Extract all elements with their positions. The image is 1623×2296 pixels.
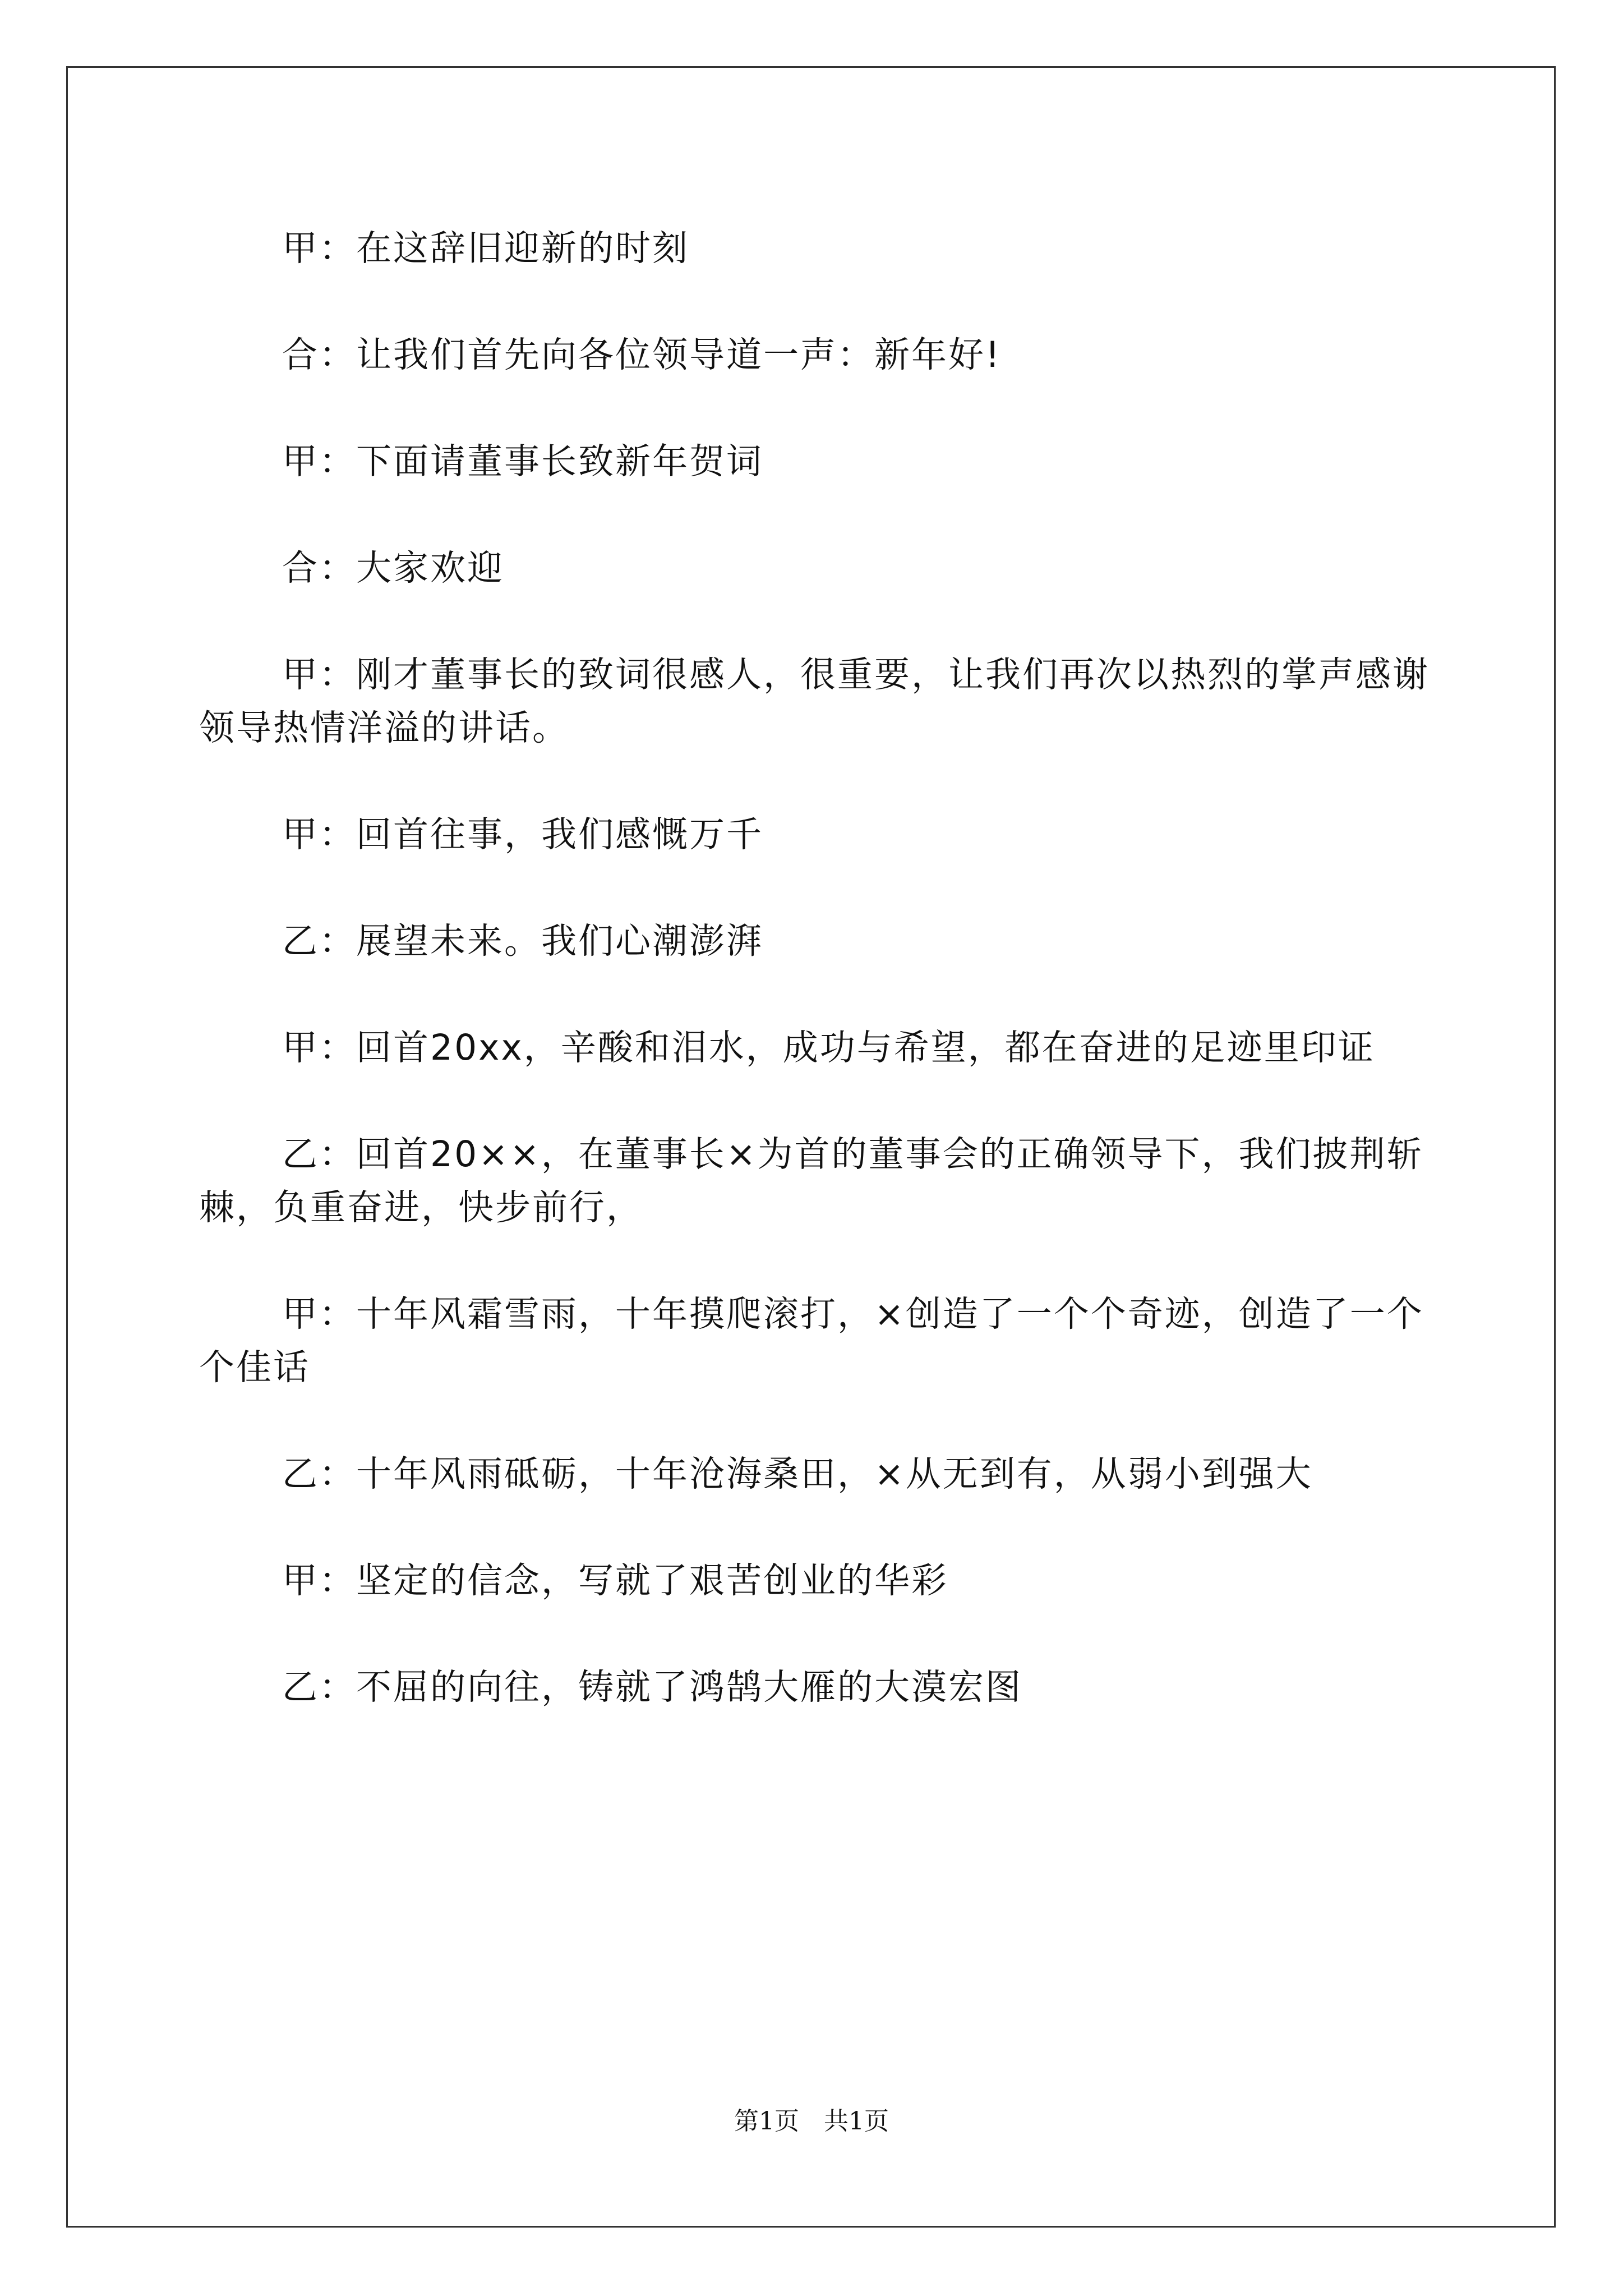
document-body [199, 222, 1433, 1714]
paragraph: 甲：回首往事，我们感慨万千 [282, 814, 763, 855]
paragraph: 乙：十年风雨砥砺，十年沧海桑田，×从无到有，从弱小到强大 [282, 1453, 1313, 1494]
paragraph: 甲：刚才董事长的致词很感人，很重要，让我们再次以热烈的掌声感谢领导热情洋溢的讲话。 [199, 654, 1430, 748]
paragraph: 乙：回首20××，在董事长×为首的董事会的正确领导下，我们披荆斩棘，负重奋进，快步前行， [199, 1134, 1424, 1228]
paragraph: 甲：十年风霜雪雨，十年摸爬滚打，×创造了一个个奇迹，创造了一个个佳话 [199, 1294, 1424, 1388]
paragraph: 甲：在这辞旧迎新的时刻 [282, 228, 689, 269]
paragraph: 合：让我们首先向各位领导道一声：新年好! [282, 334, 1002, 375]
paragraph: 乙：展望未来。我们心潮澎湃 [282, 921, 763, 961]
paragraph: 甲：坚定的信念，写就了艰苦创业的华彩 [282, 1560, 948, 1601]
paragraph: 合：大家欢迎 [282, 547, 504, 588]
paragraph: 乙：不屈的向往，铸就了鸿鹄大雁的大漠宏图 [282, 1667, 1022, 1708]
paragraph: 甲：回首20xx，辛酸和泪水，成功与希望，都在奋进的足迹里印证 [282, 1027, 1375, 1068]
paragraph: 甲：下面请董事长致新年贺词 [282, 441, 763, 482]
page-number-footer: 第1页 共1页 [734, 2107, 889, 2136]
